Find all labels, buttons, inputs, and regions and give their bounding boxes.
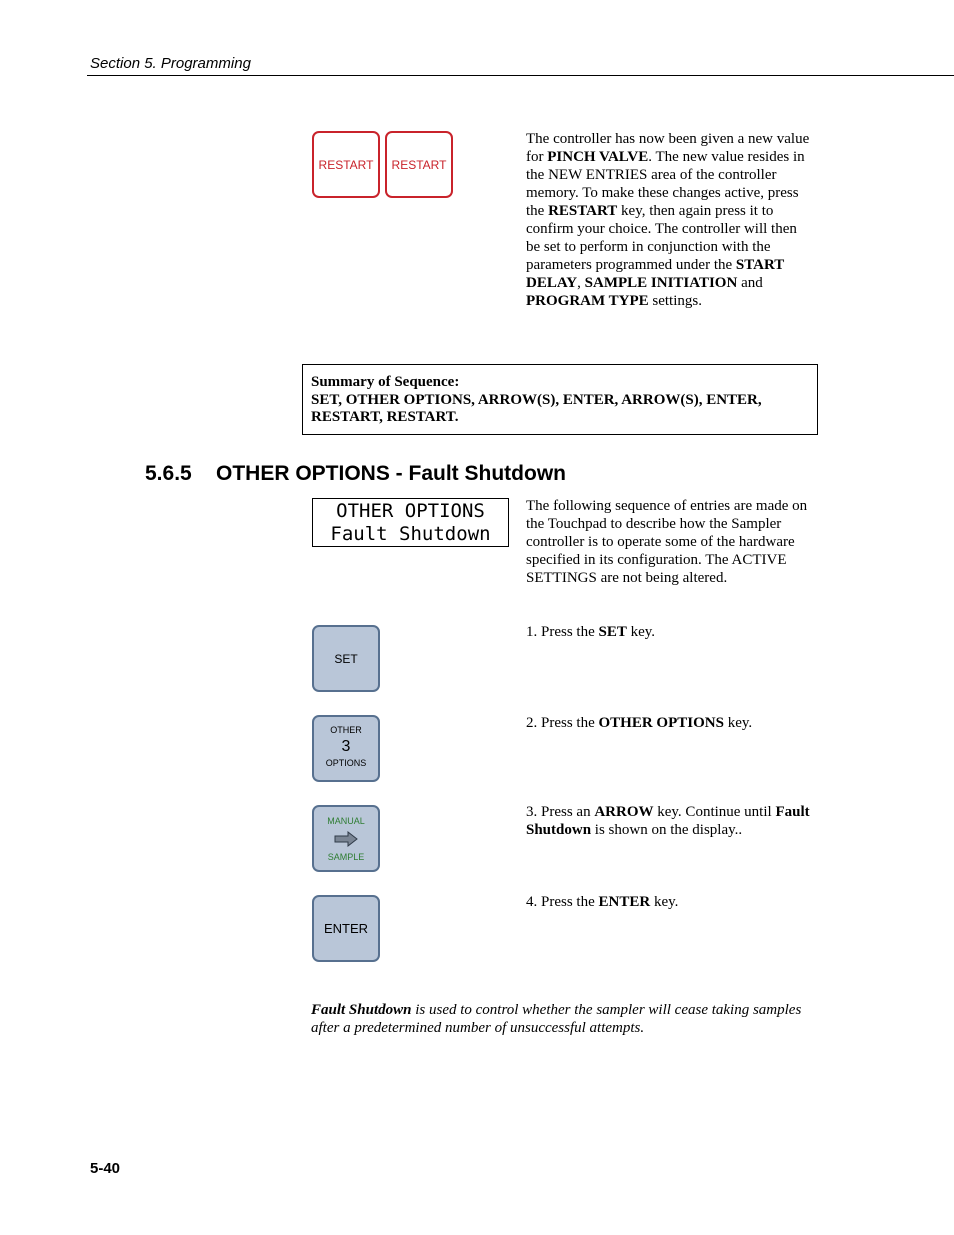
other-key-bottom-label: OPTIONS (325, 758, 367, 768)
fault-shutdown-note: Fault Shutdown is used to control whether the sampler will cease taking samples after a predetermined number of unsuccessful attempts. (311, 1002, 802, 1036)
restart-text-segment: settings. (648, 293, 702, 309)
summary-box (302, 364, 818, 435)
manual-label: MANUAL (327, 815, 365, 826)
sample-label: SAMPLE (327, 851, 365, 862)
arrow-key (312, 805, 380, 872)
summary-line-2: RESTART, RESTART. (311, 409, 459, 425)
restart-key-label: RESTART (391, 157, 447, 172)
restart-text-segment: key, then again press it to confirm your choice. The controller will then be set to perform in conjunction with the parameters programmed under the (526, 203, 797, 273)
set-key-label: SET (334, 651, 358, 666)
set-key (312, 625, 380, 692)
restart-text-bold-segment: PROGRAM TYPE (526, 293, 649, 309)
restart-explanation (526, 130, 811, 310)
header-rule (87, 75, 954, 76)
running-header: Section 5. Programming (90, 55, 251, 72)
other-key-number: 3 (341, 738, 351, 755)
enter-key-label: ENTER (323, 921, 369, 936)
lcd-display (312, 498, 509, 547)
intro-paragraph: The following sequence of entries are made on the Touchpad to describe how the Sampler controller is to operate some of the hardware specified in its configuration. The ACTIVE SETTINGS are not being altered. (526, 498, 808, 586)
step-1-text: 1. Press the SET key. (526, 624, 656, 640)
page-number: 5-40 (90, 1160, 121, 1177)
restart-text-segment: . The new value resides in the NEW ENTRIES area of the controller memory. To make these changes active, press the (526, 149, 805, 219)
restart-key-1 (312, 131, 380, 198)
restart-text-bold-segment: START DELAY (526, 257, 785, 291)
section-heading (145, 462, 566, 486)
section-title: OTHER OPTIONS - Fault Shutdown (216, 462, 566, 485)
other-key-top-label: OTHER (330, 725, 362, 735)
other-options-key (312, 715, 380, 782)
summary-title: Summary of Sequence: (311, 374, 460, 390)
right-arrow-icon (334, 831, 358, 847)
restart-text-bold-segment: SAMPLE INITIATION (584, 275, 738, 291)
restart-text-segment: , (577, 275, 585, 291)
enter-key (312, 895, 380, 962)
step-3-text: 3. Press an ARROW key. Continue until Fault Shutdown is shown on the display.. (526, 804, 810, 838)
lcd-line-2: Fault Shutdown (330, 523, 491, 545)
restart-text-bold-segment: RESTART (548, 203, 618, 219)
restart-key-label: RESTART (318, 157, 374, 172)
restart-text-bold-segment: PINCH VALVE (547, 149, 649, 165)
summary-line-1: SET, OTHER OPTIONS, ARROW(S), ENTER, ARROW(S), ENTER, (311, 391, 762, 408)
section-number: 5.6.5 (145, 462, 192, 485)
restart-text-segment: The controller has now been given a new value for (526, 131, 810, 165)
restart-key-2 (385, 131, 453, 198)
lcd-line-1: OTHER OPTIONS (336, 500, 485, 522)
step-2-text: 2. Press the OTHER OPTIONS key. (526, 715, 753, 731)
step-4-text: 4. Press the ENTER key. (526, 894, 679, 910)
restart-text-segment: and (737, 275, 763, 291)
